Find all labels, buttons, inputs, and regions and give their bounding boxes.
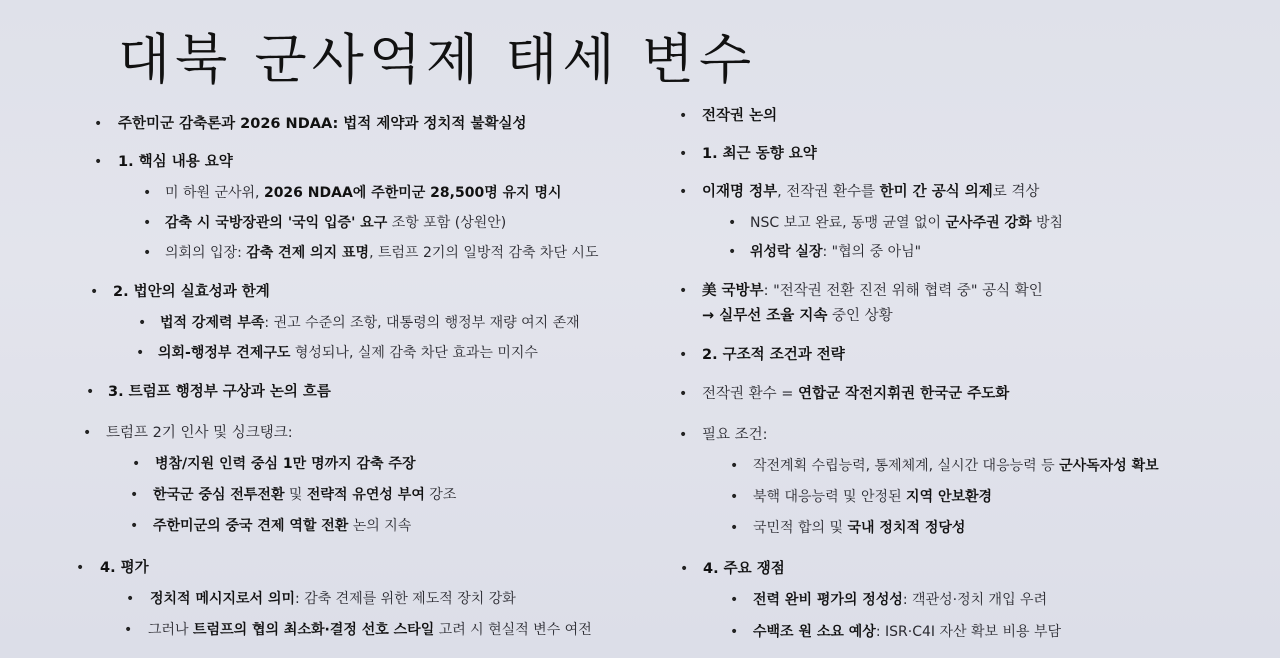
- left-s1-heading: 1. 핵심 내용 요약: [118, 154, 233, 170]
- bullet: •: [143, 185, 152, 201]
- bullet: •: [94, 116, 103, 132]
- left-s2-heading: 2. 법안의 실효성과 한계: [113, 284, 270, 300]
- left-s1-item1: 미 하원 군사위, 2026 NDAA에 주한미군 28,500명 유지 명시: [165, 185, 562, 201]
- bullet: •: [679, 108, 688, 124]
- right-s2-item1: 작전계획 수립능력, 통제체계, 실시간 대응능력 등 군사독자성 확보: [753, 458, 1159, 474]
- right-s1-item1: 이재명 정부, 전작권 환수를 한미 간 공식 의제로 격상: [702, 184, 1040, 200]
- right-s1-item4-cont: → 실무선 조율 지속 중인 상황: [702, 308, 893, 324]
- left-s3-item2: 한국군 중심 전투전환 및 전략적 유연성 부여 강조: [153, 487, 457, 503]
- bullet: •: [132, 456, 141, 472]
- bullet: •: [90, 284, 99, 300]
- right-s1-heading: 1. 최근 동향 요약: [702, 146, 817, 162]
- left-s4-item2: 그러나 트럼프의 협의 최소화·결정 선호 스타일 고려 시 현실적 변수 여전: [148, 622, 592, 638]
- bullet: •: [679, 283, 688, 299]
- bullet: •: [124, 622, 133, 638]
- bullet: •: [730, 624, 739, 640]
- right-s1-item2: NSC 보고 완료, 동맹 균열 없이 군사주권 강화 방침: [750, 215, 1064, 231]
- left-s3-heading: 3. 트럼프 행정부 구상과 논의 흐름: [108, 384, 331, 400]
- bullet: •: [728, 215, 737, 231]
- left-s4-heading: 4. 평가: [100, 560, 149, 576]
- right-s2-item2: 북핵 대응능력 및 안정된 지역 안보환경: [753, 489, 993, 505]
- left-s3-sub: 트럼프 2기 인사 및 싱크탱크:: [106, 425, 293, 441]
- right-s2-item3: 국민적 합의 및 국내 정치적 정당성: [753, 520, 966, 536]
- right-s2-heading: 2. 구조적 조건과 전략: [702, 347, 845, 363]
- left-s1-item3: 의회의 입장: 감축 견제 의지 표명, 트럼프 2기의 일방적 감축 차단 시도: [165, 245, 599, 261]
- bullet: •: [679, 146, 688, 162]
- left-s1-item2: 감축 시 국방장관의 '국익 입증' 요구 조항 포함 (상원안): [165, 215, 507, 231]
- bullet: •: [728, 244, 737, 260]
- left-s2-item2: 의회-행정부 견제구도 형성되나, 실제 감축 차단 효과는 미지수: [158, 345, 538, 361]
- bullet: •: [83, 425, 92, 441]
- left-s3-item3: 주한미군의 중국 견제 역할 전환 논의 지속: [153, 518, 412, 534]
- bullet: •: [76, 560, 85, 576]
- bullet: •: [143, 215, 152, 231]
- bullet: •: [679, 386, 688, 402]
- right-s4-item1: 전력 완비 평가의 정성성: 객관성·정치 개입 우려: [753, 592, 1048, 608]
- bullet: •: [130, 518, 139, 534]
- bullet: •: [136, 345, 145, 361]
- bullet: •: [679, 184, 688, 200]
- bullet: •: [730, 489, 739, 505]
- right-topic: 전작권 논의: [702, 108, 778, 124]
- right-s2-line1: 전작권 환수 = 연합군 작전지휘권 한국군 주도화: [702, 386, 1010, 402]
- right-s4-heading: 4. 주요 쟁점: [703, 561, 785, 577]
- bullet: •: [94, 154, 103, 170]
- bullet: •: [730, 458, 739, 474]
- right-s4-item2: 수백조 원 소요 예상: ISR·C4I 자산 확보 비용 부담: [753, 624, 1061, 640]
- right-s1-item3: 위성락 실장: "협의 중 아님": [750, 244, 922, 260]
- bullet: •: [679, 347, 688, 363]
- left-s3-item1: 병참/지원 인력 중심 1만 명까지 감축 주장: [155, 456, 416, 472]
- bullet: •: [126, 591, 135, 607]
- bullet: •: [86, 384, 95, 400]
- bullet: •: [130, 487, 139, 503]
- right-s1-item4: 美 국방부: "전작권 전환 진전 위해 협력 중" 공식 확인: [702, 283, 1043, 299]
- page-title: 대북 군사억제 태세 변수: [118, 28, 757, 91]
- bullet: •: [138, 315, 147, 331]
- bullet: •: [679, 427, 688, 443]
- bullet: •: [730, 592, 739, 608]
- left-topic: 주한미군 감축론과 2026 NDAA: 법적 제약과 정치적 불확실성: [118, 116, 527, 132]
- bullet: •: [730, 520, 739, 536]
- left-s4-item1: 정치적 메시지로서 의미: 감축 견제를 위한 제도적 장치 강화: [150, 591, 516, 607]
- bullet: •: [680, 561, 689, 577]
- bullet: •: [143, 245, 152, 261]
- left-s2-item1: 법적 강제력 부족: 권고 수준의 조항, 대통령의 행정부 재량 여지 존재: [160, 315, 580, 331]
- right-s2-line2: 필요 조건:: [702, 427, 768, 443]
